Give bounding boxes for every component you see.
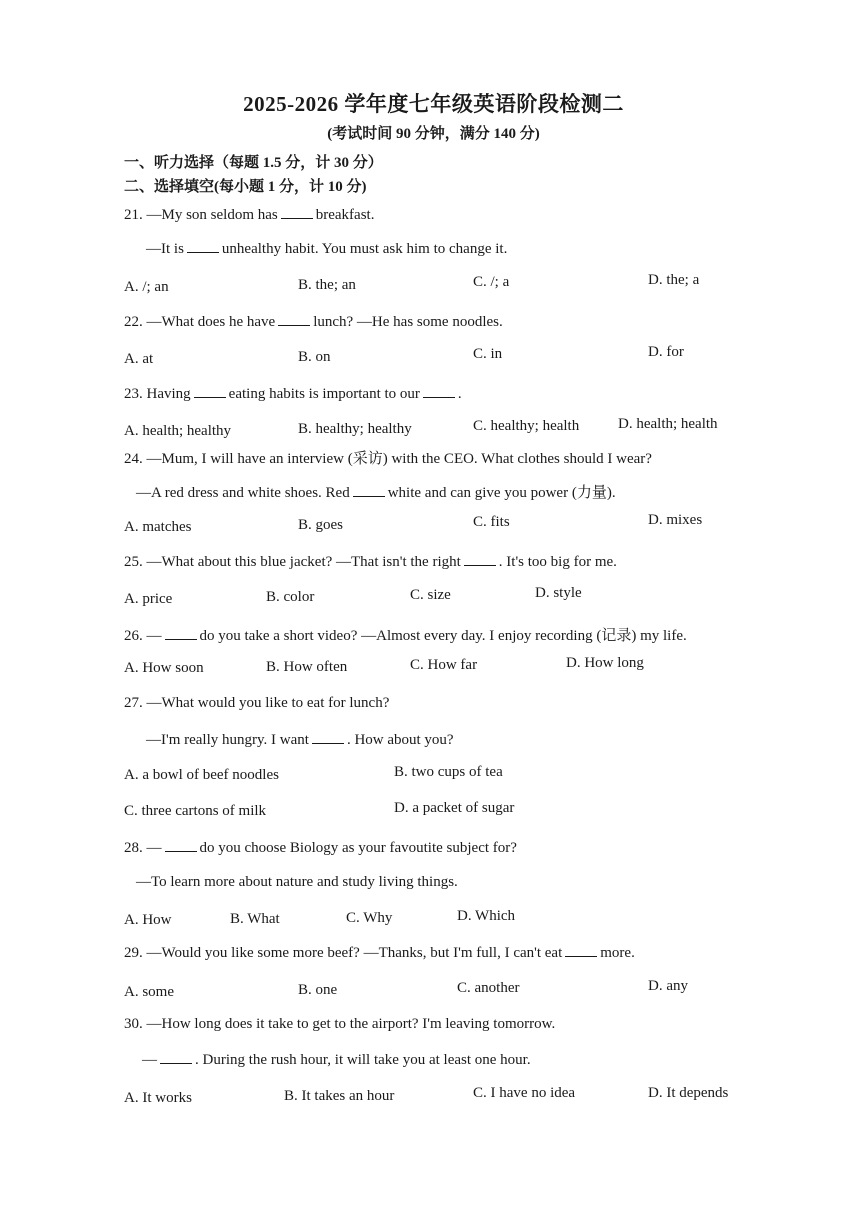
- q30-option-c: C. I have no idea: [473, 1085, 576, 1101]
- q24-option-b: B. goes: [298, 517, 343, 533]
- q30-line-2: — . During the rush hour, it will take you at least one hour.: [142, 1052, 531, 1068]
- q28-option-c: C. Why: [346, 910, 393, 926]
- q30-option-b: B. It takes an hour: [284, 1088, 395, 1104]
- q21-line-2: —It is unhealthy habit. You must ask him to change it.: [146, 241, 508, 257]
- q27-option-d: D. a packet of sugar: [394, 800, 515, 816]
- q30-line-1: 30. —How long does it take to get to the airport? I'm leaving tomorrow.: [124, 1016, 556, 1032]
- q26-option-c: C. How far: [410, 657, 478, 673]
- q23-option-a: A. health; healthy: [124, 423, 232, 439]
- q29-option-d: D. any: [648, 978, 688, 994]
- q22-option-d: D. for: [648, 344, 684, 360]
- q21-option-a: A. /; an: [124, 279, 169, 295]
- answer-blank: [281, 206, 313, 219]
- q23-option-b: B. healthy; healthy: [298, 421, 412, 437]
- q26-option-d: D. How long: [566, 655, 644, 671]
- q25-option-c: C. size: [410, 587, 451, 603]
- q26-option-b: B. How often: [266, 659, 348, 675]
- q29-line-1: 29. —Would you like some more beef? —Thanks, but I'm full, I can't eat more.: [124, 945, 635, 961]
- q27-option-a: A. a bowl of beef noodles: [124, 767, 279, 783]
- q28-option-b: B. What: [230, 911, 280, 927]
- answer-blank: [464, 553, 496, 566]
- answer-blank: [353, 484, 385, 497]
- answer-blank: [187, 240, 219, 253]
- section-multiple-choice: 二、选择填空(每小题 1 分，计 10 分): [124, 179, 367, 195]
- q28-line-2: —To learn more about nature and study living things.: [136, 874, 458, 890]
- q25-option-b: B. color: [266, 589, 315, 605]
- q27-option-b: B. two cups of tea: [394, 764, 503, 780]
- q25-line-1: 25. —What about this blue jacket? —That isn't the right . It's too big for me.: [124, 554, 617, 570]
- q21-line-1: 21. —My son seldom has breakfast.: [124, 207, 375, 223]
- answer-blank: [278, 313, 310, 326]
- answer-blank: [165, 627, 197, 640]
- q28-line-1: 28. — do you choose Biology as your favoutite subject for?: [124, 840, 517, 856]
- exam-subtitle: (考试时间 90 分钟，满分 140 分): [327, 126, 540, 142]
- q25-option-d: D. style: [535, 585, 582, 601]
- exam-title: 2025-2026 学年度七年级英语阶段检测二: [243, 92, 624, 116]
- q24-line-1: 24. —Mum, I will have an interview (采访) with the CEO. What clothes should I wear?: [124, 451, 652, 467]
- q22-line-1: 22. —What does he have lunch? —He has some noodles.: [124, 314, 503, 330]
- q24-option-c: C. fits: [473, 514, 510, 530]
- q21-option-b: B. the; an: [298, 277, 356, 293]
- answer-blank: [194, 385, 226, 398]
- q22-option-a: A. at: [124, 351, 154, 367]
- q23-line-1: 23. Having eating habits is important to our .: [124, 386, 462, 402]
- q24-option-d: D. mixes: [648, 512, 703, 528]
- answer-blank: [312, 731, 344, 744]
- q30-option-a: A. It works: [124, 1090, 192, 1106]
- q23-option-c: C. healthy; health: [473, 418, 580, 434]
- q28-option-a: A. How: [124, 912, 172, 928]
- q25-option-a: A. price: [124, 591, 173, 607]
- q21-option-d: D. the; a: [648, 272, 700, 288]
- q22-option-b: B. on: [298, 349, 331, 365]
- q23-option-d: D. health; health: [618, 416, 718, 432]
- q29-option-a: A. some: [124, 984, 174, 1000]
- q22-option-c: C. in: [473, 346, 503, 362]
- answer-blank: [565, 944, 597, 957]
- section-listening: 一、听力选择（每题 1.5 分，计 30 分）: [124, 155, 383, 171]
- answer-blank: [165, 839, 197, 852]
- q24-option-a: A. matches: [124, 519, 192, 535]
- q29-option-b: B. one: [298, 982, 338, 998]
- q26-option-a: A. How soon: [124, 660, 204, 676]
- answer-blank: [160, 1051, 192, 1064]
- q27-line-1: 27. —What would you like to eat for lunch?: [124, 695, 390, 711]
- q27-option-c: C. three cartons of milk: [124, 803, 267, 819]
- q24-line-2: —A red dress and white shoes. Red white and can give you power (力量).: [136, 485, 616, 501]
- answer-blank: [423, 385, 455, 398]
- q26-line-1: 26. — do you take a short video? —Almost every day. I enjoy recording (记录) my life.: [124, 628, 687, 644]
- q28-option-d: D. Which: [457, 908, 516, 924]
- q29-option-c: C. another: [457, 980, 520, 996]
- q27-line-2: —I'm really hungry. I want . How about you?: [146, 732, 454, 748]
- q30-option-d: D. It depends: [648, 1085, 729, 1101]
- q21-option-c: C. /; a: [473, 274, 510, 290]
